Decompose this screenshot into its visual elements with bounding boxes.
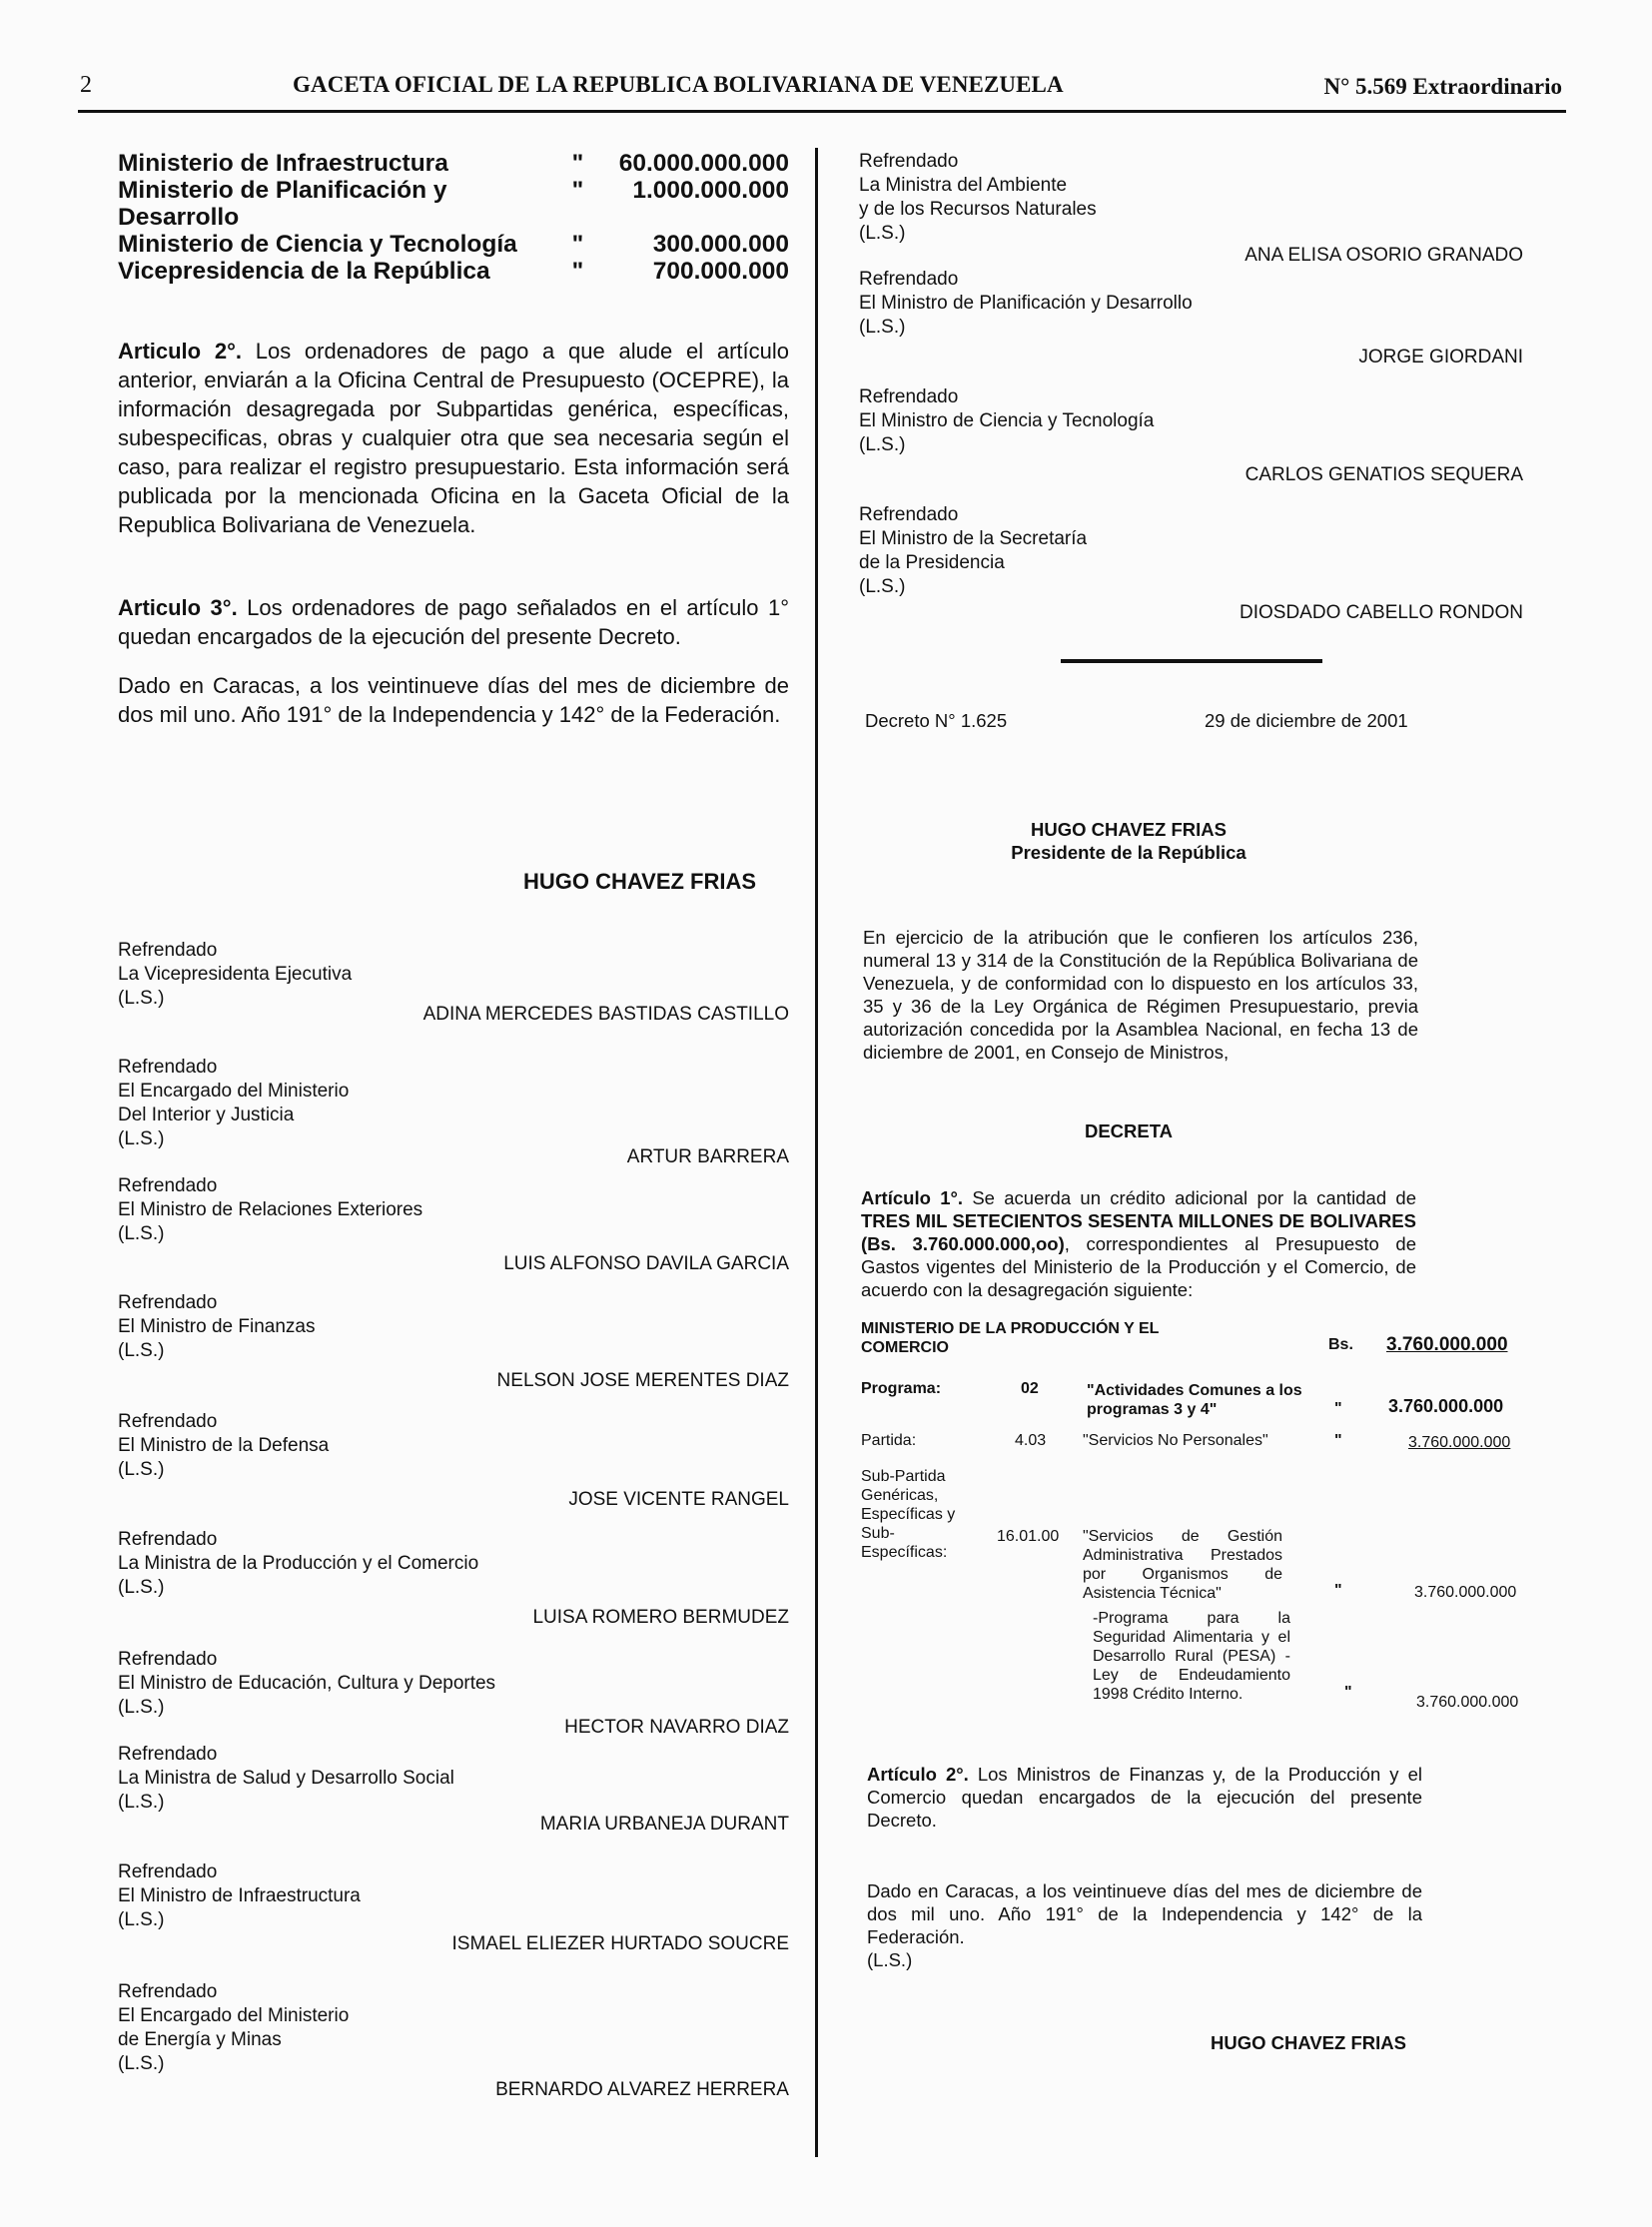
ministry-name: MINISTERIO DE LA PRODUCCIÓN Y EL COMERCIO [861, 1320, 1160, 1356]
signatory-block [118, 1410, 789, 1528]
refrendado-label: Refrendado [118, 1861, 218, 1882]
refrendado-label: Refrendado [118, 1175, 218, 1196]
signatory-title: y de los Recursos Naturales [859, 199, 1097, 220]
signatory-block [118, 1980, 789, 2102]
ls-label: (L.S.) [118, 2053, 165, 2074]
budget-name: Ministerio de Ciencia y Tecnología [118, 231, 517, 258]
article-amount-words: TRES MIL SETECIENTOS SESENTA MILLONES DE BOLIVARES (Bs. 3.760.000.000,oo) [861, 1210, 1416, 1254]
budget-breakdown [861, 1319, 1520, 1729]
dado-en-caracas: Dado en Caracas, a los veintinueve días del mes de diciembre de dos mil uno. Año 191° de la Independencia y 142° de la Federación. [118, 673, 789, 727]
ls-label: (L.S.) [118, 1128, 165, 1149]
separator-rule [1061, 659, 1322, 663]
signatory-block [859, 385, 1523, 503]
signatory-title: El Ministro de Educación, Cultura y Deportes [118, 1673, 496, 1694]
signatory-block [859, 268, 1523, 385]
president-name: HUGO CHAVEZ FRIAS [1031, 819, 1227, 840]
ditto-mark: " [571, 177, 584, 204]
budget-row [118, 258, 789, 285]
signatory-name: BERNARDO ALVAREZ HERRERA [495, 2079, 789, 2100]
ls-label: (L.S.) [118, 1792, 165, 1813]
signatory-title: La Vicepresidenta Ejecutiva [118, 964, 353, 985]
right-column [859, 150, 1523, 2054]
refrendado-label: Refrendado [118, 1649, 218, 1670]
signatories-left [118, 939, 789, 2102]
sub-partida-label: Sub-Partida Genéricas, Específicas y Sub-Específicas: [861, 1468, 956, 1561]
budget-name: Ministerio de Planificación y Desarrollo [118, 177, 447, 231]
signatory-title: La Ministra de Salud y Desarrollo Social [118, 1768, 454, 1789]
ls-label: (L.S.) [118, 1577, 165, 1598]
ls-label: (L.S.) [118, 1909, 165, 1930]
signatory-title: La Ministra del Ambiente [859, 175, 1068, 196]
pesa-description: -Programa para la Seguridad Alimentaria y el Desarrollo Rural (PESA) -Ley de Endeudamiento 1998 Crédito Interno. [1093, 1610, 1290, 1703]
article-3 [118, 593, 789, 651]
sub-partida-amount: 3.760.000.000 [1414, 1584, 1517, 1601]
decreto-line [865, 709, 1523, 732]
gazette-header [78, 70, 1566, 113]
signatory-name: LUIS ALFONSO DAVILA GARCIA [503, 1253, 789, 1274]
article-text: Los ordenadores de pago a que alude el artículo anterior, enviarán a la Oficina Central de Presupuesto (OCEPRE), la información desagregada por Subpartidas genérica, específicas, subespecificas, obras y cualquier otra que sea necesaria según el caso, para realizar el registro presupuestario. Esta información será publicada por la mencionada Oficina en la Gaceta Oficial de la Republica Bolivariana de Venezuela. [118, 339, 790, 537]
refrendado-label: Refrendado [118, 1411, 218, 1432]
signatory-block [118, 1174, 789, 1291]
budget-name: Ministerio de Infraestructura [118, 150, 448, 177]
article-text: Los Ministros de Finanzas y, de la Producción y el Comercio quedan encargados de la ejecución del presente Decreto. [867, 1764, 1423, 1831]
signatory-title: El Ministro de la Secretaría [859, 528, 1088, 549]
programa-code: 02 [1021, 1380, 1039, 1397]
president-title: Presidente de la República [1011, 842, 1246, 863]
signatory-title: La Ministra de la Producción y el Comercio [118, 1553, 479, 1574]
budget-amount: 700.000.000 [652, 258, 789, 285]
signatory-name: CARLOS GENATIOS SEQUERA [1244, 464, 1523, 485]
signatory-title: El Ministro de Relaciones Exteriores [118, 1199, 423, 1220]
president-signature-right: HUGO CHAVEZ FRIAS [1211, 2032, 1406, 2053]
article-2-right [867, 1763, 1422, 1832]
refrendado-label: Refrendado [118, 940, 218, 961]
signatory-title: El Encargado del Ministerio [118, 1081, 350, 1102]
article-text: , correspondientes al Presupuesto de Gastos vigentes del Ministerio de la Producción y el Comercio, de acuerdo con la desagregación siguiente: [861, 1233, 1416, 1300]
signatory-name: ANA ELISA OSORIO GRANADO [1244, 245, 1523, 266]
signatory-block [118, 939, 789, 1056]
signatory-title: El Ministro de Finanzas [118, 1316, 316, 1337]
programa-amount: 3.760.000.000 [1388, 1396, 1504, 1416]
sub-partida-code: 16.01.00 [997, 1528, 1060, 1545]
refrendado-label: Refrendado [118, 1529, 218, 1550]
article-text: Se acuerda un crédito adicional por la cantidad de [963, 1187, 1417, 1208]
issue-number: N° 5.569 Extraordinario [1323, 74, 1562, 99]
signatory-title: El Ministro de Ciencia y Tecnología [859, 410, 1155, 431]
ls-label: (L.S.) [859, 223, 906, 244]
budget-row [118, 231, 789, 258]
refrendado-label: Refrendado [118, 1292, 218, 1313]
page-number: 2 [80, 72, 92, 98]
partida-label: Partida: [861, 1432, 917, 1449]
ditto-mark: " [1334, 1400, 1342, 1417]
signatory-name: NELSON JOSE MERENTES DIAZ [496, 1370, 789, 1391]
budget-name: Vicepresidencia de la República [118, 258, 490, 285]
partida-code: 4.03 [1015, 1432, 1047, 1449]
budget-amount: 60.000.000.000 [618, 150, 789, 177]
partida-description: "Servicios No Personales" [1083, 1432, 1268, 1449]
ls-label: (L.S.) [859, 434, 906, 455]
article-heading: Artículo 2°. [867, 1764, 969, 1785]
refrendado-label: Refrendado [118, 1057, 218, 1078]
budget-table [118, 150, 789, 285]
signatory-title: El Encargado del Ministerio [118, 2005, 350, 2026]
signatory-name: MARIA URBANEJA DURANT [539, 1814, 789, 1835]
programa-label: Programa: [861, 1380, 942, 1397]
president-signature: HUGO CHAVEZ FRIAS [523, 869, 757, 894]
decreto-number: Decreto N° 1.625 [865, 710, 1008, 731]
signatory-block [118, 1528, 789, 1648]
signatory-block [118, 1860, 789, 1980]
budget-amount: 300.000.000 [652, 231, 789, 258]
refrendado-label: Refrendado [118, 1744, 218, 1765]
ls-label: (L.S.) [118, 1340, 165, 1361]
gazette-title: GACETA OFICIAL DE LA REPUBLICA BOLIVARIANA DE VENEZUELA [293, 72, 1064, 97]
ditto-mark: " [1334, 1432, 1342, 1449]
refrendado-label: Refrendado [859, 269, 959, 290]
signatory-title: Del Interior y Justicia [118, 1105, 295, 1125]
ministry-amount: 3.760.000.000 [1386, 1334, 1508, 1355]
refrendado-label: Refrendado [859, 386, 959, 407]
signatory-title: El Ministro de Planificación y Desarrollo [859, 293, 1193, 314]
signatory-name: ISMAEL ELIEZER HURTADO SOUCRE [451, 1933, 789, 1954]
budget-row [118, 177, 789, 231]
signatory-block [859, 503, 1523, 625]
ls-label: (L.S.) [118, 1223, 165, 1244]
decreta-heading: DECRETA [1084, 1120, 1174, 1141]
article-heading: Artículo 1°. [861, 1187, 964, 1208]
ditto-mark: " [1344, 1684, 1352, 1701]
refrendado-label: Refrendado [859, 151, 959, 172]
signatory-block [118, 1291, 789, 1410]
refrendado-label: Refrendado [859, 504, 959, 525]
pesa-amount: 3.760.000.000 [1416, 1694, 1519, 1711]
signatory-name: DIOSDADO CABELLO RONDON [1239, 602, 1523, 623]
budget-amount: 1.000.000.000 [632, 177, 789, 204]
signatory-block [118, 1056, 789, 1174]
signatory-name: HECTOR NAVARRO DIAZ [564, 1717, 789, 1738]
ls-label: (L.S.) [859, 317, 906, 338]
article-2 [118, 337, 789, 539]
signatory-block [118, 1648, 789, 1743]
budget-row [118, 150, 789, 177]
signatory-name: JORGE GIORDANI [1358, 347, 1523, 368]
article-text: Los ordenadores de pago señalados en el artículo 1° quedan encargados de la ejecución del presente Decreto. [118, 595, 789, 649]
programa-description: "Actividades Comunes a los programas 3 y 4" [1087, 1382, 1302, 1418]
ls-label: (L.S.) [118, 1697, 165, 1718]
bs-label: Bs. [1328, 1336, 1353, 1353]
ls-label: (L.S.) [867, 1949, 913, 1970]
signatory-title: El Ministro de Infraestructura [118, 1885, 361, 1906]
signatory-title: de la Presidencia [859, 552, 1005, 573]
ls-label: (L.S.) [859, 576, 906, 597]
dado-en-caracas-right: Dado en Caracas, a los veintinueve días del mes de diciembre de dos mil uno. Año 191° de la Independencia y 142° de la Federación. [867, 1880, 1422, 1947]
partida-amount: 3.760.000.000 [1408, 1434, 1511, 1451]
article-heading: Articulo 2°. [118, 339, 242, 364]
signatory-name: JOSE VICENTE RANGEL [568, 1489, 789, 1510]
signatory-title: de Energía y Minas [118, 2029, 282, 2050]
left-column [118, 150, 789, 2102]
ditto-mark: " [571, 258, 584, 285]
sub-partida-description: "Servicios de Gestión Administrativa Prestados por Organismos de Asistencia Técnica" [1083, 1528, 1282, 1602]
ditto-mark: " [571, 231, 584, 258]
signatory-title: El Ministro de la Defensa [118, 1435, 330, 1456]
ls-label: (L.S.) [118, 1459, 165, 1480]
signatory-name: ARTUR BARRERA [626, 1146, 789, 1167]
signatory-block [859, 150, 1523, 268]
article-1 [861, 1186, 1416, 1301]
column-divider [815, 148, 818, 2157]
refrendado-label: Refrendado [118, 1981, 218, 2002]
preamble: En ejercicio de la atribución que le confieren los artículos 236, numeral 13 y 314 de la Constitución de la República Bolivariana de Venezuela, y de conformidad con lo dispuesto en los artículos 33, 35 y 36 de la Ley Orgánica de Régimen Presupuestario, previa autorización concedida por la Asamblea Nacional, en fecha 13 de diciembre de 2001, en Consejo de Ministros, [863, 927, 1418, 1063]
ditto-mark: " [571, 150, 584, 177]
signatory-name: LUISA ROMERO BERMUDEZ [532, 1607, 789, 1628]
signatory-name: ADINA MERCEDES BASTIDAS CASTILLO [422, 1004, 789, 1025]
signatory-block [118, 1743, 789, 1860]
ls-label: (L.S.) [118, 988, 165, 1009]
article-heading: Articulo 3°. [118, 595, 238, 620]
decreto-date: 29 de diciembre de 2001 [1205, 710, 1408, 731]
ditto-mark: " [1334, 1582, 1342, 1599]
